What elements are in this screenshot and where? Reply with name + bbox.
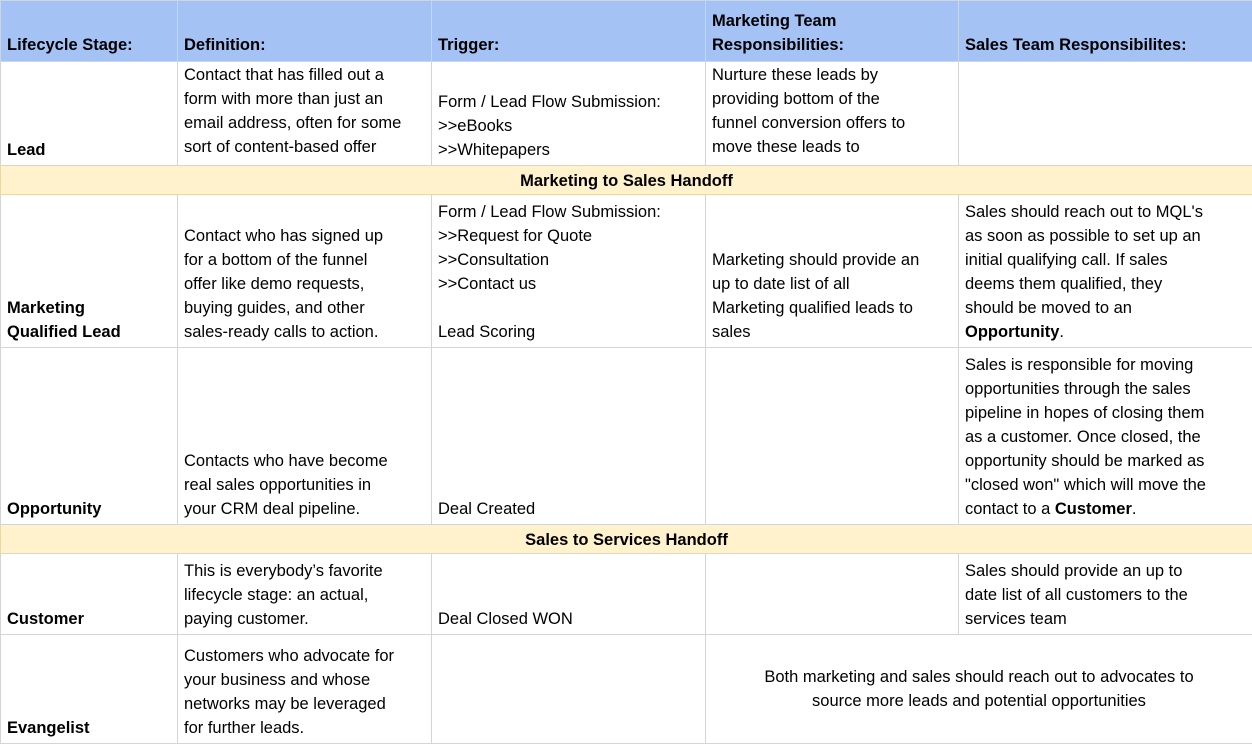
sales-cell[interactable]: Sales should reach out to MQL's as soon as possible to set up an initial qualifying call. If sales deems them qualified, they should be moved to an Opportunity.: [959, 195, 1252, 348]
shared-responsibility-cell[interactable]: Both marketing and sales should reach out to advocates to source more leads and potential opportunities: [706, 635, 1252, 744]
stage-cell[interactable]: Lead: [1, 62, 178, 166]
table-row-opportunity: [1, 348, 1252, 525]
header-definition[interactable]: Definition:: [178, 1, 432, 62]
stage-cell[interactable]: Marketing Qualified Lead: [1, 195, 178, 348]
definition-cell[interactable]: This is everybody’s favorite lifecycle stage: an actual, paying customer.: [178, 554, 432, 635]
header-trigger[interactable]: Trigger:: [432, 1, 706, 62]
definition-cell[interactable]: Contact who has signed up for a bottom of the funnel offer like demo requests, buying guides, and other sales-ready calls to action.: [178, 195, 432, 348]
handoff-row-sales-services: [1, 525, 1252, 554]
header-stage[interactable]: Lifecycle Stage:: [1, 1, 178, 62]
stage-cell[interactable]: Evangelist: [1, 635, 178, 744]
table-row-mql: [1, 195, 1252, 348]
handoff-row-marketing-sales: [1, 166, 1252, 195]
sales-cell[interactable]: [959, 62, 1252, 166]
marketing-cell[interactable]: [706, 554, 959, 635]
sales-cell[interactable]: Sales should provide an up to date list of all customers to the services team: [959, 554, 1252, 635]
trigger-cell[interactable]: [432, 635, 706, 744]
definition-cell[interactable]: Customers who advocate for your business and whose networks may be leveraged for further leads.: [178, 635, 432, 744]
marketing-cell[interactable]: Marketing should provide an up to date list of all Marketing qualified leads to sales: [706, 195, 959, 348]
table-row-evangelist: [1, 635, 1252, 744]
definition-cell[interactable]: Contacts who have become real sales opportunities in your CRM deal pipeline.: [178, 348, 432, 525]
trigger-cell[interactable]: Deal Created: [432, 348, 706, 525]
trigger-cell[interactable]: Deal Closed WON: [432, 554, 706, 635]
marketing-cell[interactable]: Nurture these leads by providing bottom of the funnel conversion offers to move these leads to: [706, 62, 959, 166]
handoff-label[interactable]: Sales to Services Handoff: [1, 525, 1252, 554]
marketing-cell[interactable]: [706, 348, 959, 525]
stage-cell[interactable]: Customer: [1, 554, 178, 635]
table-row-customer: [1, 554, 1252, 635]
definition-cell[interactable]: Contact that has filled out a form with more than just an email address, often for some sort of content-based offer: [178, 62, 432, 166]
trigger-cell[interactable]: Form / Lead Flow Submission: >>eBooks >>Whitepapers: [432, 62, 706, 166]
header-row: [1, 1, 1252, 62]
trigger-cell[interactable]: Form / Lead Flow Submission: >>Request for Quote >>Consultation >>Contact us Lead Scoring: [432, 195, 706, 348]
handoff-label[interactable]: Marketing to Sales Handoff: [1, 166, 1252, 195]
sales-cell[interactable]: Sales is responsible for moving opportunities through the sales pipeline in hopes of closing them as a customer. Once closed, the opportunity should be marked as "closed won" which will move the contact to a Customer.: [959, 348, 1252, 525]
stage-cell[interactable]: Opportunity: [1, 348, 178, 525]
table-row-lead: [1, 62, 1252, 166]
header-sales[interactable]: Sales Team Responsibilites:: [959, 1, 1252, 62]
header-marketing[interactable]: Marketing Team Responsibilities:: [706, 1, 959, 62]
